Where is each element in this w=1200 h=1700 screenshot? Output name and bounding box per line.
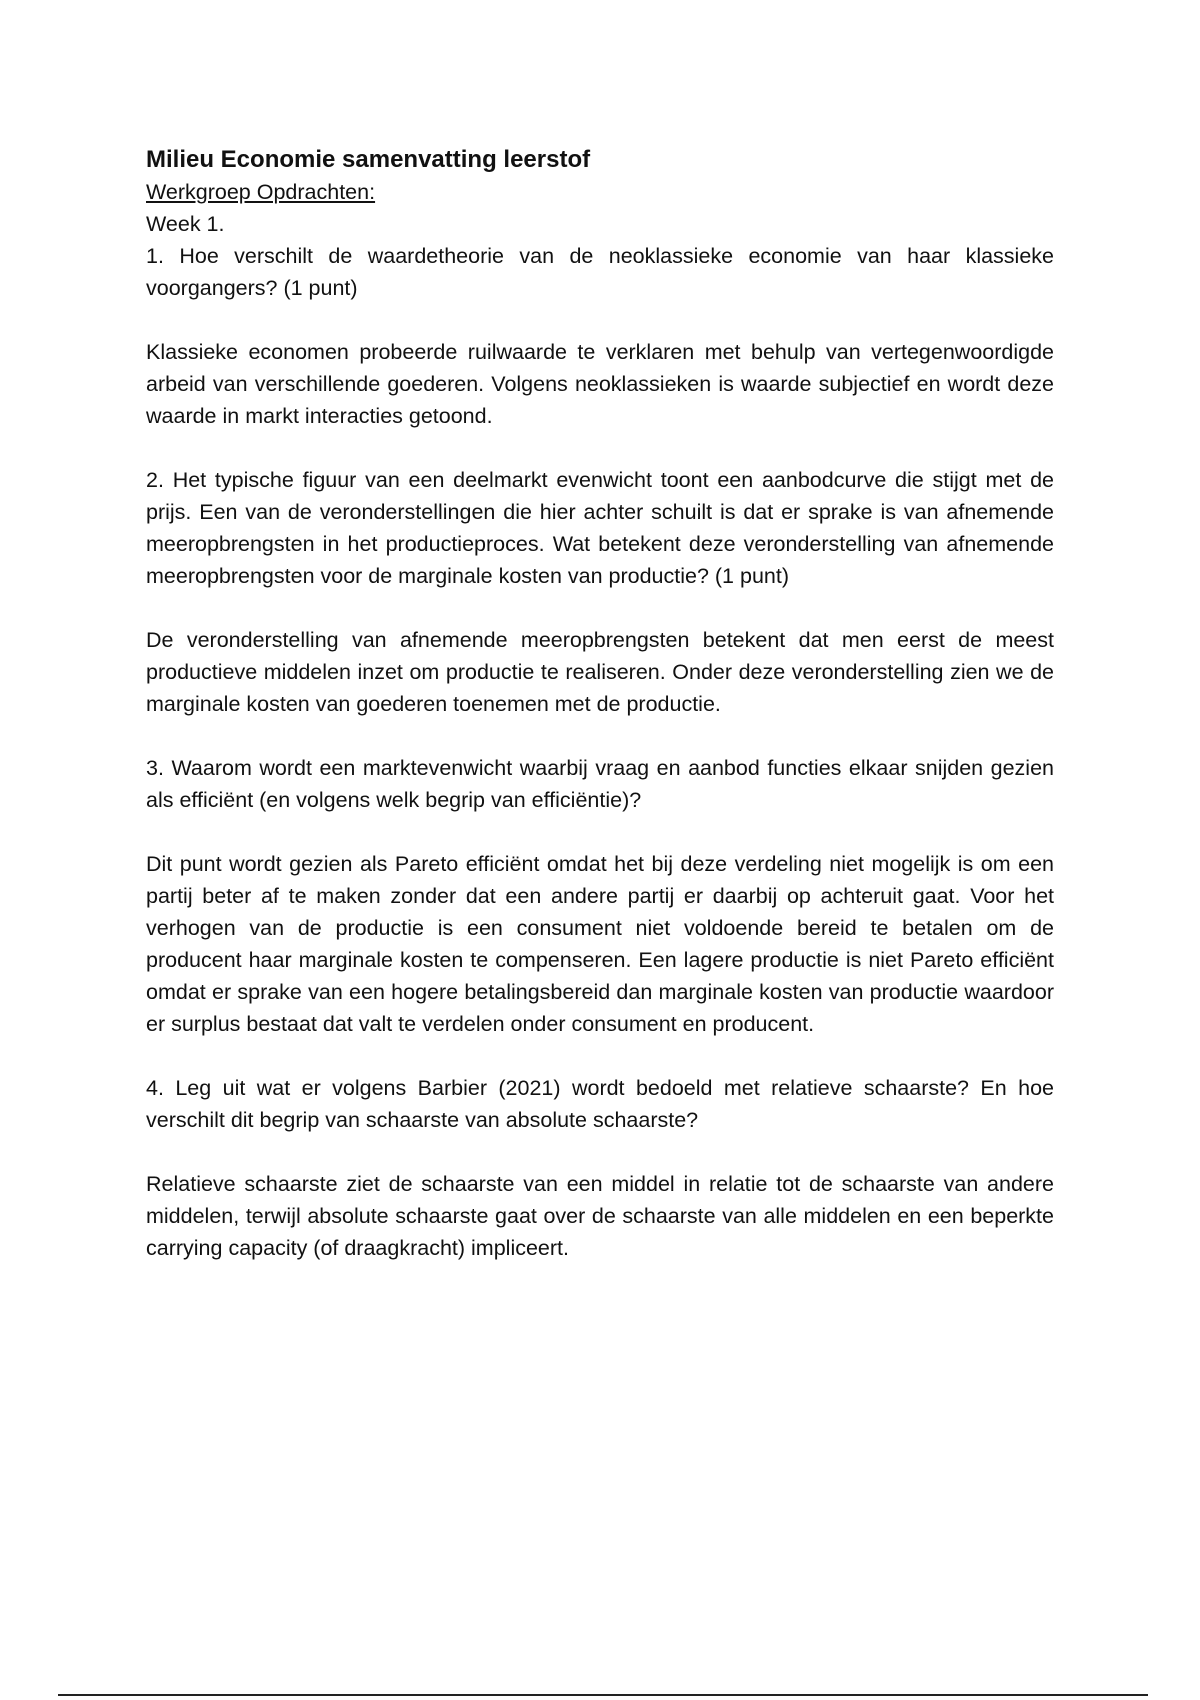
document-title: Milieu Economie samenvatting leerstof [146,146,591,173]
document-subtitle: Werkgroep Opdrachten: [146,180,376,204]
week-label: Week 1. [146,212,225,236]
answer-1: Klassieke economen probeerde ruilwaarde te verklaren met behulp van vertegenwoordigde arbeid van verschillende goederen. Volgens neoklassieken is waarde subjectief en wordt deze waarde in markt interacties getoond. [146,340,1054,428]
question-2: 2. Het typische figuur van een deelmarkt evenwicht toont een aanbodcurve die stijgt met de prijs. Een van de veronderstellingen die hier achter schuilt is dat er sprake is van afnemende meeropbrengsten in het productieproces. Wat betekent deze veronderstelling van afnemende meeropbrengsten voor de marginale kosten van productie? (1 punt) [146,468,1054,588]
answer-3: Dit punt wordt gezien als Pareto efficiënt omdat het bij deze verdeling niet mogelijk is om een partij beter af te maken zonder dat een andere partij er daarbij op achteruit gaat. Voor het verhogen van de productie is een consument niet voldoende bereid te betalen om de producent haar marginale kosten te compenseren. Een lagere productie is niet Pareto efficiënt omdat er sprake van een hogere betalingsbereid dan marginale kosten van productie waardoor er surplus bestaat dat valt te verdelen onder consument en producent. [146,852,1054,1036]
question-1: 1. Hoe verschilt de waardetheorie van de neoklassieke economie van haar klassieke voorgangers? (1 punt) [146,244,1054,300]
page-bottom-divider [58,1694,1148,1696]
answer-2: De veronderstelling van afnemende meeropbrengsten betekent dat men eerst de meest productieve middelen inzet om productie te realiseren. Onder deze veronderstelling zien we de marginale kosten van goederen toenemen met de productie. [146,628,1054,716]
document-page [146,144,1054,1264]
question-4: 4. Leg uit wat er volgens Barbier (2021) wordt bedoeld met relatieve schaarste? En hoe verschilt dit begrip van schaarste van absolute schaarste? [146,1076,1054,1132]
question-3: 3. Waarom wordt een marktevenwicht waarbij vraag en aanbod functies elkaar snijden gezien als efficiënt (en volgens welk begrip van efficiëntie)? [146,756,1054,812]
answer-4: Relatieve schaarste ziet de schaarste van een middel in relatie tot de schaarste van andere middelen, terwijl absolute schaarste gaat over de schaarste van alle middelen en een beperkte carrying capacity (of draagkracht) impliceert. [146,1172,1054,1260]
